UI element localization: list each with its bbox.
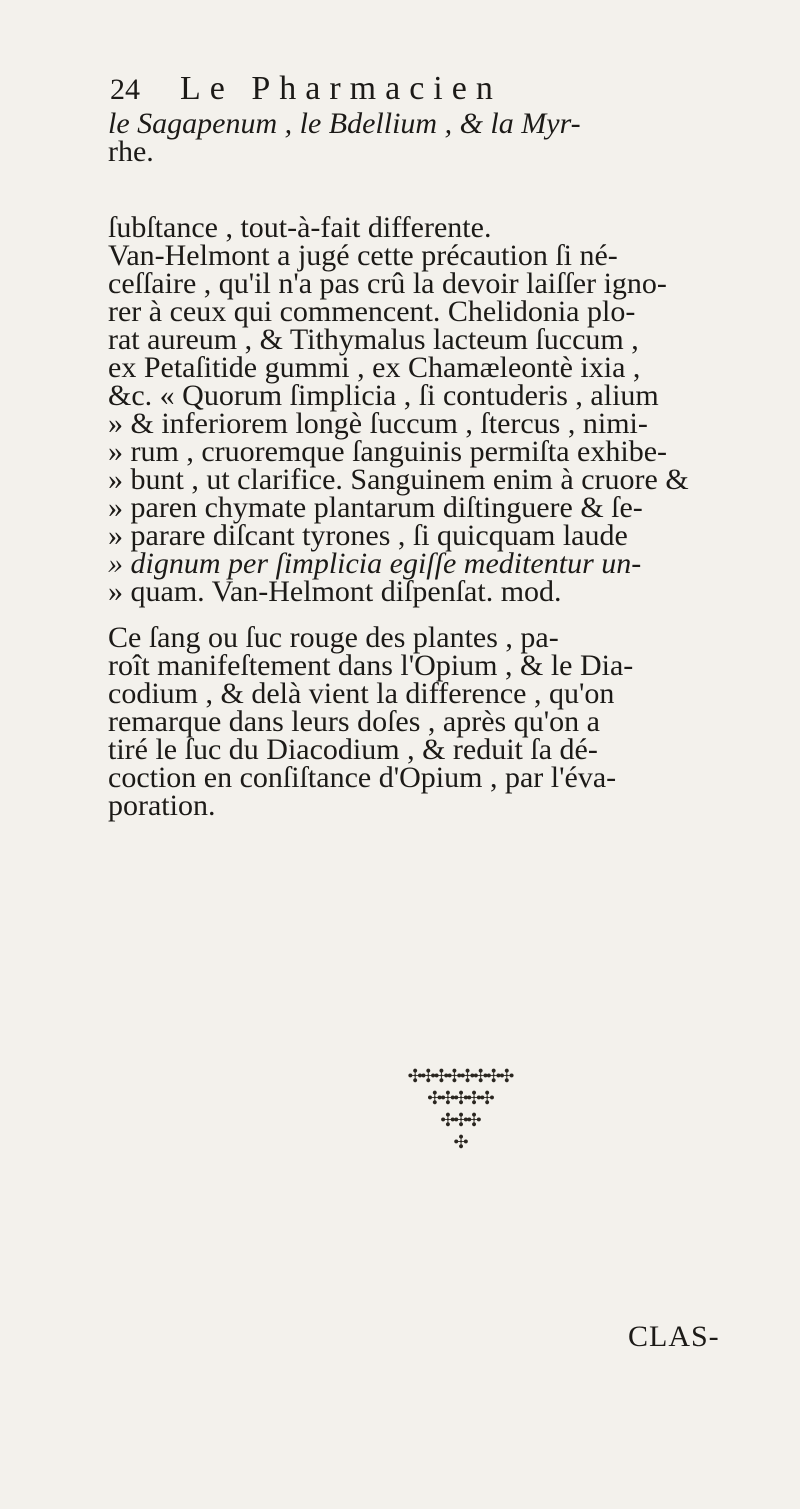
page-header — [110, 70, 690, 110]
ornament-row: ✣✣✣✣✣ — [427, 1088, 493, 1108]
running-title: Le Pharmacien — [180, 70, 502, 107]
ornament-row: ✣✣✣ — [440, 1110, 480, 1130]
text-line: tiré le ſuc du Diacodium , & reduit ſa dé- — [108, 733, 598, 766]
text-line: poration. — [108, 789, 216, 822]
text-line: le Sagapenum , le Bdellium , & la Myr- — [108, 107, 581, 140]
ornament-row: ✣ — [453, 1132, 467, 1152]
text-line: ex Petaſitide gummi , ex Chamæleontè ixia , — [108, 351, 641, 384]
text-line: Ce ſang ou ſuc rouge des plantes , pa- — [108, 621, 559, 654]
ornament-row: ✣✣✣✣✣✣✣✣ — [407, 1066, 513, 1086]
text-line: rat aureum , & Tithymalus lacteum ſuccum , — [108, 323, 639, 356]
text-line: » rum , cruoremque ſanguinis permiſta exhibe- — [108, 435, 667, 468]
text-line: rer à ceux qui commencent. Chelidonia plo- — [108, 295, 636, 328]
text-line: » paren chymate plantarum diſtinguere & ſe- — [108, 491, 643, 524]
text-line: remarque dans leurs doſes , après qu'on a — [108, 705, 600, 738]
text-line: rhe. — [108, 135, 154, 168]
text-line: » dignum per ſimplicia egiſſe meditentur un- — [108, 547, 642, 580]
page-number: 24 — [110, 73, 140, 106]
text-line: » bunt , ut clarifice. Sanguinem enim à cruore & — [108, 463, 689, 496]
text-line: » parare diſcant tyrones , ſi quicquam laude — [108, 519, 628, 552]
text-line: codium , & delà vient la difference , qu'on — [108, 677, 615, 710]
body-text — [108, 107, 800, 822]
text-line: Van-Helmont a jugé cette précaution ſi né- — [108, 239, 618, 272]
ornament-icon — [370, 1065, 550, 1153]
text-line: coction en conſiſtance d'Opium , par l'éva- — [108, 761, 617, 794]
text-line: ceſſaire , qu'il n'a pas crû la devoir laiſſer igno- — [108, 267, 667, 300]
text-line: » & inferiorem longè ſuccum , ſtercus , nimi- — [108, 407, 648, 440]
text-line: ſubſtance , tout-à-fait differente. — [108, 211, 492, 244]
catchword: CLAS- — [628, 1320, 720, 1353]
text-line: » quam. Van-Helmont diſpenſat. mod. — [108, 575, 562, 608]
text-line: roît manifeſtement dans l'Opium , & le Dia- — [108, 649, 634, 682]
text-line: &c. « Quorum ſimplicia , ſi contuderis , alium — [108, 379, 659, 412]
